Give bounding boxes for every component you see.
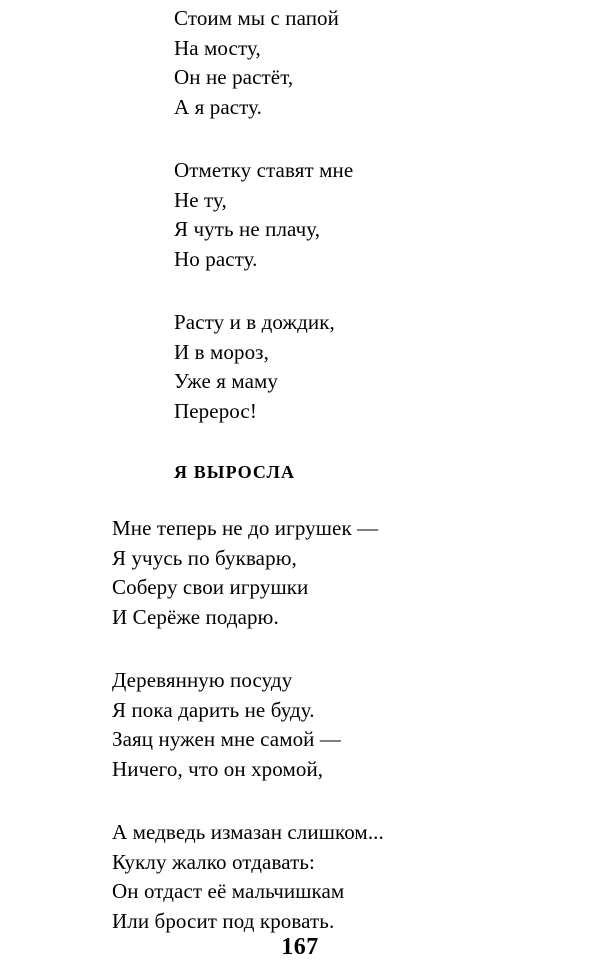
poem-line: Куклу жалко отдавать: (112, 849, 315, 874)
poem-line: Расту и в дождик, (174, 310, 335, 334)
poem-line: Деревянную посуду (112, 668, 293, 692)
stanza (0, 4, 600, 122)
poem-ya-vyrosla (0, 514, 600, 970)
poem-line: Или бросит под кровать. (112, 908, 335, 933)
poem-continuation (0, 4, 600, 460)
poem-line: Перерос! (174, 398, 257, 423)
poem-line: И в мороз, (174, 339, 269, 364)
stanza (0, 514, 600, 632)
poem-line: Ничего, что он хромой, (112, 756, 324, 781)
poem-line: Он не растёт, (174, 65, 294, 89)
stanza (0, 308, 600, 426)
stanza (0, 666, 600, 784)
poem-line: Заяц нужен мне самой — (112, 727, 341, 751)
poem-title: Я ВЫРОСЛА (174, 462, 296, 482)
poem-line: Стоим мы с папой (174, 6, 339, 30)
page-number: 167 (281, 934, 319, 960)
poem-line: Я пока дарить не буду. (112, 697, 315, 722)
poem-line: На мосту, (174, 35, 261, 60)
poem-line: Соберу свои игрушки (112, 575, 309, 599)
poem-line: Отметку ставят мне (174, 158, 354, 182)
stanza (0, 156, 600, 274)
poem-line: Уже я маму (174, 369, 278, 393)
poem-line: Он отдаст её мальчишкам (112, 879, 345, 903)
poem-line: А я расту. (174, 94, 263, 119)
poem-line: А медведь измазан слишком... (112, 820, 384, 844)
stanza (0, 818, 600, 936)
poem-line: И Серёже подарю. (112, 604, 279, 629)
poem-line: Мне теперь не до игрушек — (112, 516, 379, 540)
poem-line: Не ту, (174, 187, 227, 212)
poem-line: Я чуть не плачу, (174, 217, 321, 241)
poem-line: Но расту. (174, 246, 258, 271)
poem-line: Я учусь по букварю, (112, 545, 297, 570)
